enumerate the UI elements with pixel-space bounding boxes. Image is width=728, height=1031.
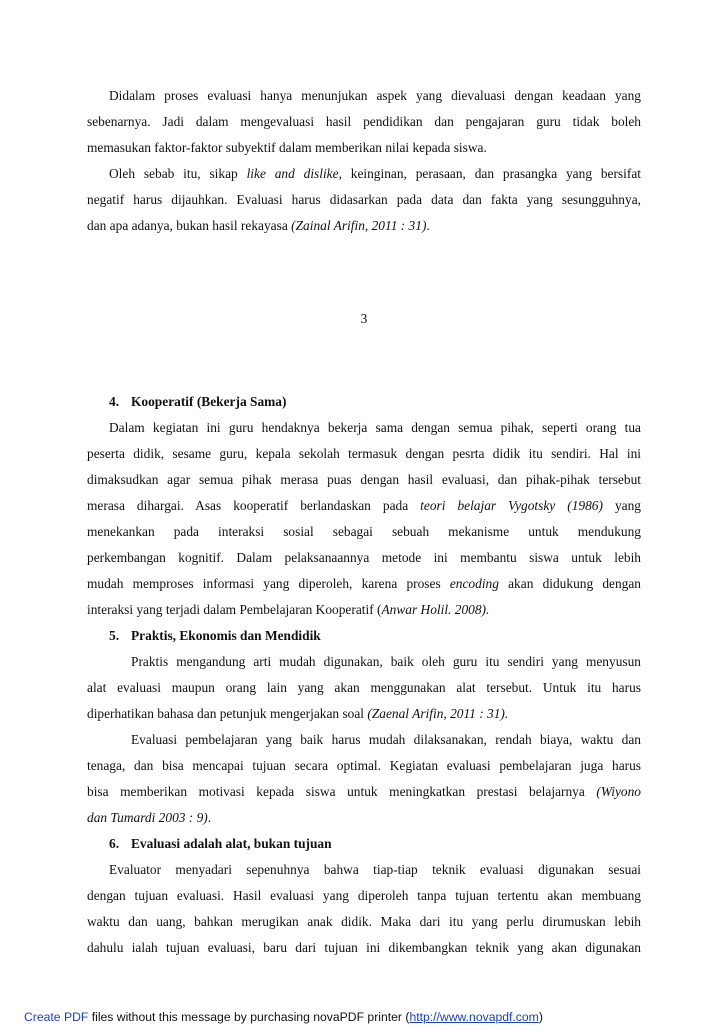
text-line: dan Tumardi 2003 : 9).	[87, 810, 212, 825]
text-line: menekankan pada interaksi sosial sebagai sebuah mekanisme untuk mendukung	[87, 524, 641, 539]
italic-term: encoding	[449, 576, 499, 591]
text-line: diperhatikan bahasa dan petunjuk mengerjakan soal (Zaenal Arifin, 2011 : 31).	[87, 706, 509, 721]
text-line: alat evaluasi maupun orang lain yang akan menggunakan alat tersebut. Untuk itu harus	[87, 680, 641, 695]
text-line: perkembangan kognitif. Dalam pelaksanaannya metode ini membantu siswa untuk lebih	[87, 550, 641, 565]
text-line: dan apa adanya, bukan hasil rekayasa (Zainal Arifin, 2011 : 31).	[87, 218, 430, 233]
text-line: mudah memproses informasi yang diperoleh, karena proses encoding akan didukung dengan	[87, 576, 642, 591]
text-line: bisa memberikan motivasi kepada siswa untuk meningkatkan prestasi belajarnya (Wiyono	[87, 784, 641, 799]
text-line: dengan tujuan evaluasi. Hasil evaluasi yang diperoleh tanpa tujuan tertentu akan membuang	[87, 888, 641, 903]
italic-term: like and dislike,	[246, 166, 342, 181]
citation: dan Tumardi 2003 : 9)	[87, 810, 208, 825]
text-line: Praktis mengandung arti mudah digunakan, baik oleh guru itu sendiri yang menyusun	[131, 654, 641, 669]
citation: Anwar Holil. 2008).	[381, 602, 490, 617]
text-line: Evaluator menyadari sepenuhnya bahwa tiap-tiap teknik evaluasi digunakan sesuai	[109, 862, 641, 877]
paragraph-block-top	[87, 83, 641, 239]
section-heading: 5. Praktis, Ekonomis dan Mendidik	[109, 628, 321, 643]
text-line: dahulu ialah tujuan evaluasi, baru dari tujuan ini dikembangkan teknik yang akan digunakan	[87, 940, 641, 955]
text-line: Dalam kegiatan ini guru hendaknya bekerja sama dengan semua pihak, seperti orang tua	[109, 420, 641, 435]
novapdf-url-link[interactable]: http://www.novapdf.com	[409, 1010, 539, 1024]
create-pdf-link[interactable]: Create PDF	[24, 1010, 89, 1024]
section-kooperatif	[87, 389, 641, 961]
page-number: 3	[360, 311, 368, 326]
text-line: merasa dihargai. Asas kooperatif berlandaskan pada teori belajar Vygotsky (1986) yang	[87, 498, 641, 513]
text-line: sebenarnya. Jadi dalam mengevaluasi hasil pendidikan dan pengajaran guru tidak boleh	[87, 114, 641, 129]
text-line: Didalam proses evaluasi hanya menunjukan aspek yang dievaluasi dengan keadaan yang	[109, 88, 641, 103]
text-line: memasukan faktor-faktor subyektif dalam memberikan nilai kepada siswa.	[87, 140, 487, 155]
text-line: interaksi yang terjadi dalam Pembelajaran Kooperatif (Anwar Holil. 2008).	[87, 602, 490, 617]
text-line: waktu dan uang, bahkan merugikan anak didik. Maka dari itu yang perlu dirumuskan lebih	[87, 914, 641, 929]
citation: (Zaenal Arifin, 2011 : 31).	[367, 706, 509, 721]
text-line: negatif harus dijauhkan. Evaluasi harus didasarkan pada data dan fakta yang sesungguhnya,	[87, 192, 641, 207]
section-heading: 6. Evaluasi adalah alat, bukan tujuan	[109, 836, 332, 851]
text-line: Evaluasi pembelajaran yang baik harus mudah dilaksanakan, rendah biaya, waktu dan	[131, 732, 641, 747]
citation: teori belajar Vygotsky (1986)	[420, 498, 603, 513]
section-heading: 4. Kooperatif (Bekerja Sama)	[109, 394, 287, 409]
text-line: dimaksudkan agar semua pihak merasa puas dengan hasil evaluasi, dan pihak-pihak tersebut	[87, 472, 641, 487]
text-line: tenaga, dan bisa mencapai tujuan secara optimal. Kegiatan evaluasi pembelajaran juga harus	[87, 758, 641, 773]
citation: (Zainal Arifin, 2011 : 31)	[291, 218, 427, 233]
text-line: Oleh sebab itu, sikap like and dislike, keinginan, perasaan, dan prasangka yang bersifat	[109, 166, 641, 181]
text-line: peserta didik, sesame guru, kepala sekolah termasuk dengan pesrta didik itu sendiri. Hal ini	[87, 446, 641, 461]
citation: (Wiyono	[596, 784, 641, 799]
watermark-footer: Create PDF files without this message by purchasing novaPDF printer (http://www.novapdf.com)	[24, 1010, 543, 1024]
